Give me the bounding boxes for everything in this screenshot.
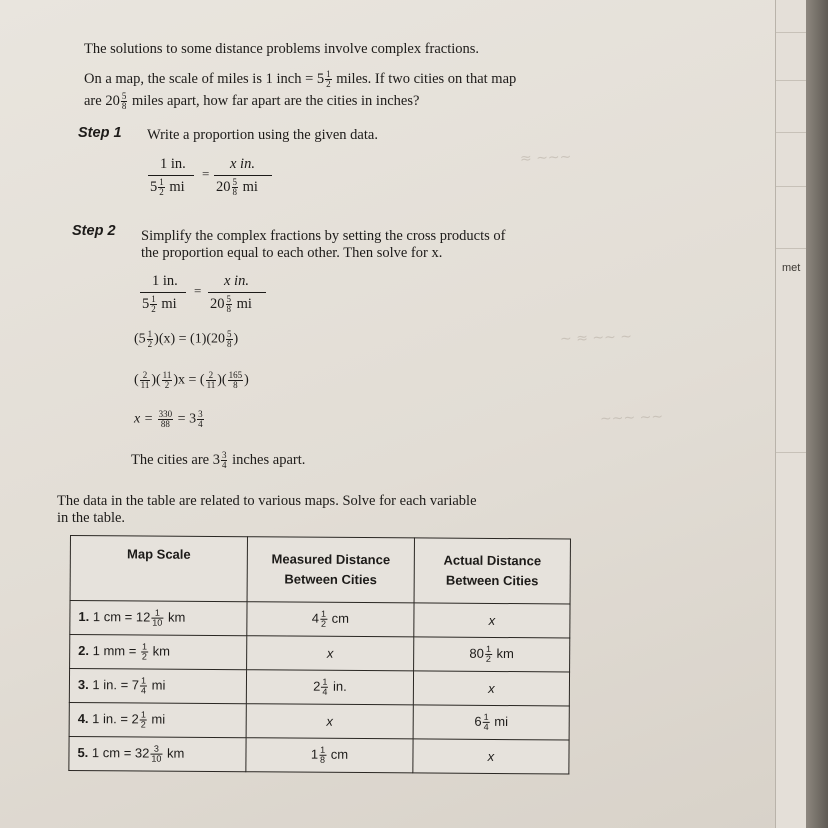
table-row	[69, 669, 569, 706]
rhs-numerator: x in.	[230, 156, 255, 172]
step-2-text-1: Simplify the complex fractions by setting the cross products of	[141, 228, 506, 244]
map-scale-table	[68, 535, 571, 774]
step-1-proportion	[148, 156, 278, 200]
intro-line-2: On a map, the scale of miles is 1 inch = 5 $\frac{1}{2}$ miles. If two cities on that map	[84, 69, 517, 90]
table-row	[70, 601, 570, 638]
multiply-line: ( $\frac{2}{11}$ )( $\frac{11}{2}$ )x = ( $\frac{2}{11}$ )( $\frac{165}{8}$ )	[134, 370, 249, 390]
actual-distance-cell: 6 $\frac{1}{4}$ mi	[413, 705, 569, 740]
bleed-through-mark: ~ ≈ ~~ ~	[559, 328, 633, 348]
header-map-scale: Map Scale	[70, 536, 247, 602]
rhs-denominator: 20 $\frac{5}{8}$ mi	[216, 177, 258, 197]
map-scale-cell: 3. 1 in. = 7 $\frac{1}{4}$ mi	[69, 669, 246, 704]
lhs-denominator: 5 $\frac{1}{2}$ mi	[142, 294, 177, 314]
equals-sign: =	[194, 283, 202, 298]
actual-distance-cell: x	[413, 671, 569, 706]
adjacent-page-edge	[775, 0, 806, 828]
actual-distance-cell: x	[414, 603, 570, 638]
rhs-numerator: x in.	[224, 273, 249, 289]
step-2-text-2: the proportion equal to each other. Then solve for x.	[141, 245, 443, 261]
lhs-denominator: 5 $\frac{1}{2}$ mi	[150, 177, 185, 197]
exercise-line-2: in the table.	[57, 510, 126, 526]
actual-distance-cell: 80 $\frac{1}{2}$ km	[414, 637, 570, 672]
map-scale-cell: 5. 1 cm = 32 $\frac{3}{10}$ km	[69, 736, 246, 771]
bleed-through-mark: ≈ ~~~	[519, 149, 572, 167]
lhs-numerator: 1 in.	[160, 156, 186, 172]
map-scale-cell: 4. 1 in. = 2 $\frac{1}{2}$ mi	[69, 702, 246, 737]
step-2-proportion	[140, 273, 270, 317]
step-1-label: Step 1	[78, 125, 122, 141]
step-1-text: Write a proportion using the given data.	[147, 127, 378, 143]
conclusion: The cities are 3 $\frac{3}{4}$ inches apart.	[131, 450, 306, 471]
intro-line-1: The solutions to some distance problems involve complex fractions.	[84, 41, 480, 57]
measured-distance-cell: 2 $\frac{1}{4}$ in.	[246, 670, 413, 705]
table-row	[70, 635, 570, 672]
background-surface	[806, 0, 828, 828]
table-row	[69, 736, 569, 773]
bleed-through-mark: ~~~ ~~	[599, 408, 664, 428]
measured-distance-cell: 4 $\frac{1}{2}$ cm	[247, 602, 414, 637]
cross-product-line: (5 $\frac{1}{2}$ )(x) = (1)(20 $\frac{5}{8}$ )	[134, 329, 239, 349]
table-row	[69, 702, 569, 739]
measured-distance-cell: x	[246, 704, 413, 739]
intro-line-3: are 20 $\frac{5}{8}$ miles apart, how far apart are the cities in inches?	[84, 91, 420, 112]
header-actual-distance: Actual Distance Between Cities	[414, 538, 570, 604]
step-2-label: Step 2	[72, 223, 116, 239]
exercise-line-1: The data in the table are related to various maps. Solve for each variable	[57, 493, 477, 509]
equals-sign: =	[202, 166, 210, 181]
map-scale-cell: 1. 1 cm = 12 $\frac{1}{10}$ km	[70, 601, 247, 636]
table-header-row	[70, 536, 570, 604]
rhs-denominator: 20 $\frac{5}{8}$ mi	[210, 294, 252, 314]
measured-distance-cell: 1 $\frac{1}{8}$ cm	[246, 738, 413, 773]
side-page-word: met	[782, 262, 801, 274]
solution-line: x = $\frac{330}{88}$ = 3 $\frac{3}{4}$	[134, 409, 203, 429]
map-scale-cell: 2. 1 mm = $\frac{1}{2}$ km	[70, 635, 247, 670]
lhs-numerator: 1 in.	[152, 273, 178, 289]
header-measured-distance: Measured Distance Between Cities	[247, 537, 414, 603]
actual-distance-cell: x	[413, 739, 569, 774]
measured-distance-cell: x	[247, 636, 414, 671]
